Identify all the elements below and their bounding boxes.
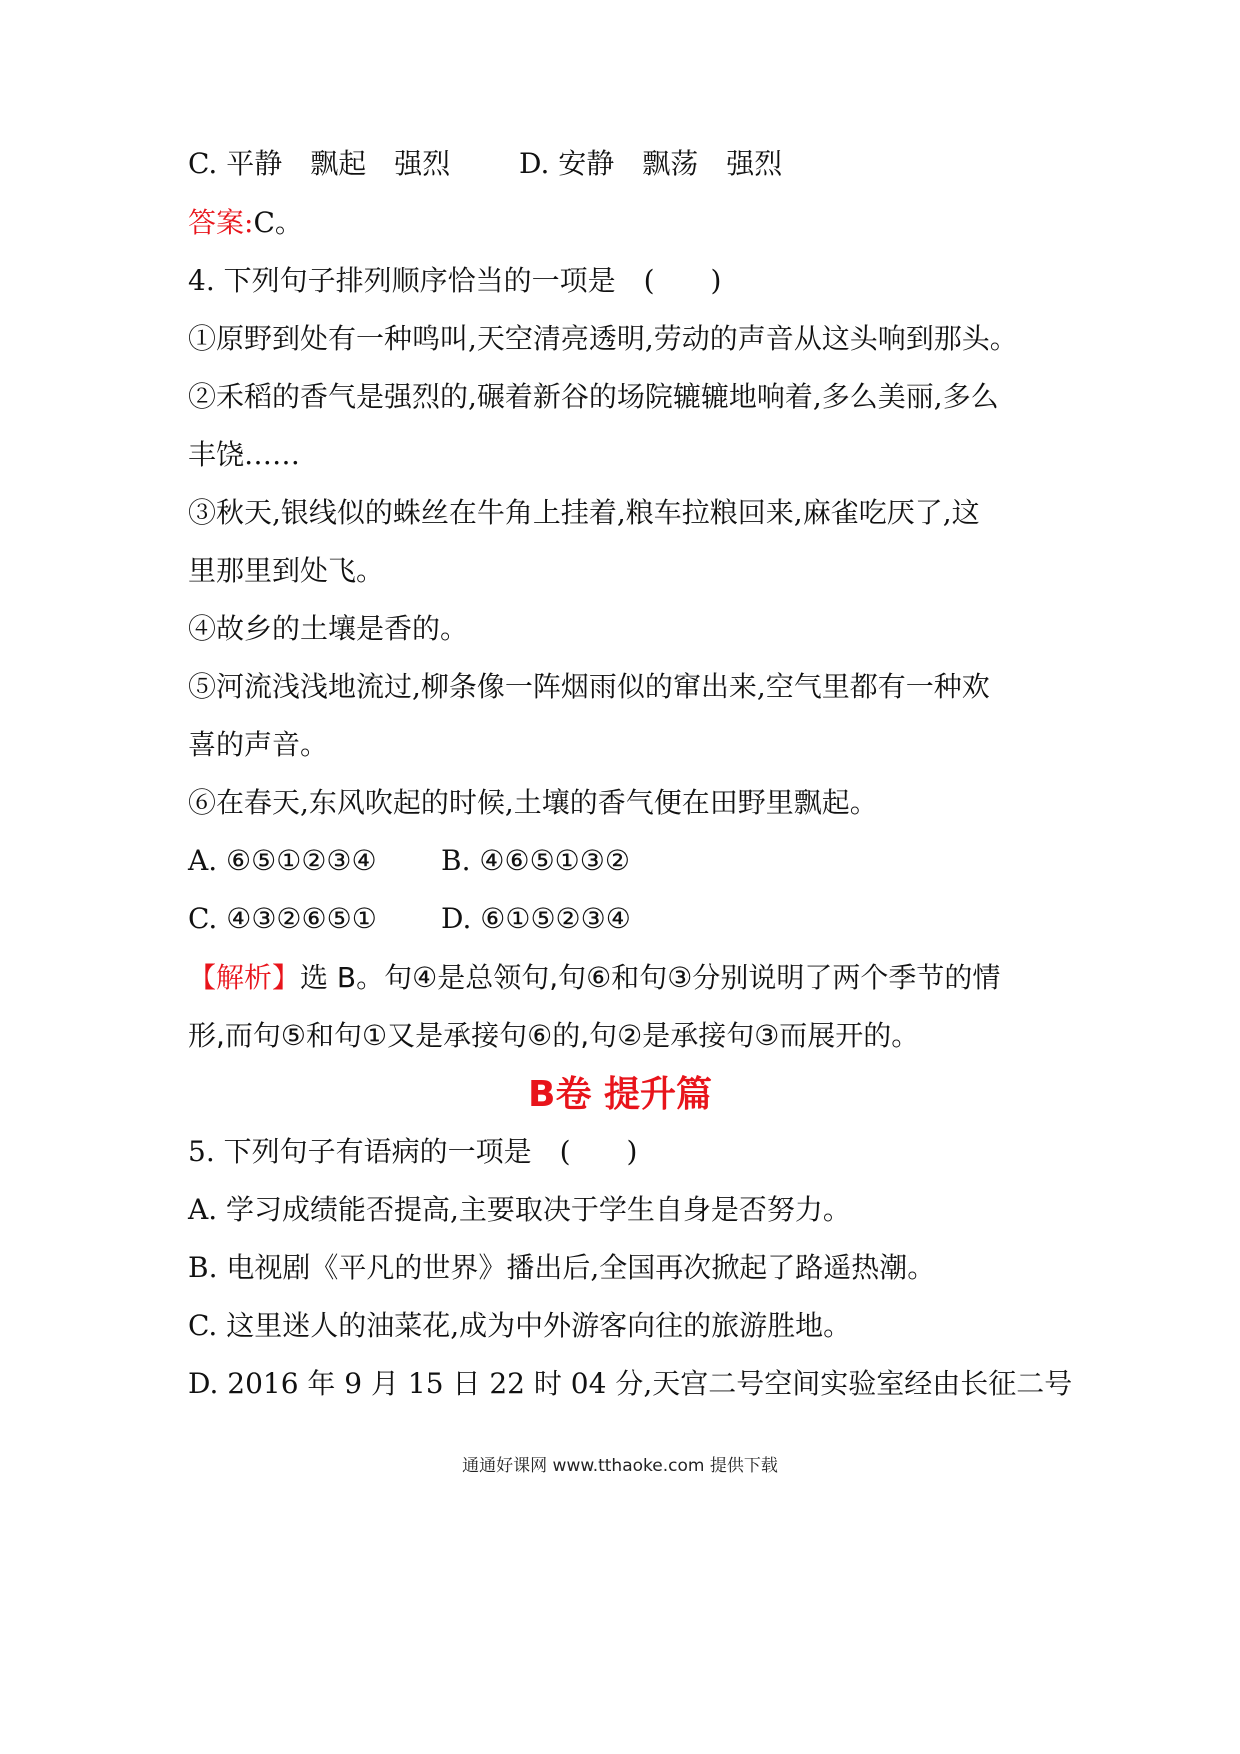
- q4-sentence-2: ②禾稻的香气是强烈的,碾着新谷的场院辘辘地响着,多么美丽,多么: [188, 380, 999, 413]
- q4-sentence-5-cont: 喜的声音。: [188, 728, 329, 761]
- q3-option-c: C. 平静 飘起 强烈: [188, 147, 451, 180]
- section-heading: B卷 提升篇: [528, 1074, 712, 1115]
- analysis-label: 【解析】: [188, 961, 301, 994]
- q4-options-row-2: [188, 899, 888, 939]
- answer-label: 答案:: [188, 206, 254, 239]
- q4-option-d: D. ⑥①⑤②③④: [441, 902, 631, 935]
- q4-sentence-6: ⑥在春天,东风吹起的时候,土壤的香气便在田野里飘起。: [188, 786, 878, 819]
- q4-option-c: C. ④③②⑥⑤①: [188, 902, 377, 935]
- analysis-text-1: 选 B。句④是总领句,句⑥和句③分别说明了两个季节的情: [300, 961, 1001, 994]
- q4-sentence-3-cont: 里那里到处飞。: [188, 554, 385, 587]
- q4-option-a: A. ⑥⑤①②③④: [188, 844, 377, 877]
- q5-option-c: C. 这里迷人的油菜花,成为中外游客向往的旅游胜地。: [188, 1309, 852, 1342]
- q3-options-row: [188, 144, 1088, 184]
- q4-stem: 4. 下列句子排列顺序恰当的一项是 ( ): [188, 264, 722, 297]
- q4-sentence-3: ③秋天,银线似的蛛丝在牛角上挂着,粮车拉粮回来,麻雀吃厌了,这: [188, 496, 980, 529]
- q4-sentence-1: ①原野到处有一种鸣叫,天空清亮透明,劳动的声音从这头响到那头。: [188, 322, 1018, 355]
- answer-value: C。: [253, 206, 303, 239]
- q4-sentence-4: ④故乡的土壤是香的。: [188, 612, 469, 645]
- q5-option-d: D. 2016 年 9 月 15 日 22 时 04 分,天宫二号空间实验室经由长征二号: [188, 1367, 1073, 1400]
- q4-options-row-1: [188, 841, 888, 881]
- q5-option-a: A. 学习成绩能否提高,主要取决于学生自身是否努力。: [188, 1193, 851, 1226]
- q4-option-b: B. ④⑥⑤①③②: [441, 844, 630, 877]
- q4-analysis-line-2: 形,而句⑤和句①又是承接句⑥的,句②是承接句③而展开的。: [188, 1019, 920, 1052]
- q4-sentence-2-cont: 丰饶……: [188, 438, 301, 471]
- q3-option-d: D. 安静 飘荡 强烈: [519, 147, 783, 180]
- page-footer: 通通好课网 www.tthaoke.com 提供下载: [462, 1456, 778, 1476]
- q3-answer: [188, 203, 303, 243]
- q5-option-b: B. 电视剧《平凡的世界》播出后,全国再次掀起了路遥热潮。: [188, 1251, 936, 1284]
- q4-sentence-5: ⑤河流浅浅地流过,柳条像一阵烟雨似的窜出来,空气里都有一种欢: [188, 670, 990, 703]
- q4-analysis-line-1: [188, 958, 1000, 998]
- q5-stem: 5. 下列句子有语病的一项是 ( ): [188, 1135, 638, 1168]
